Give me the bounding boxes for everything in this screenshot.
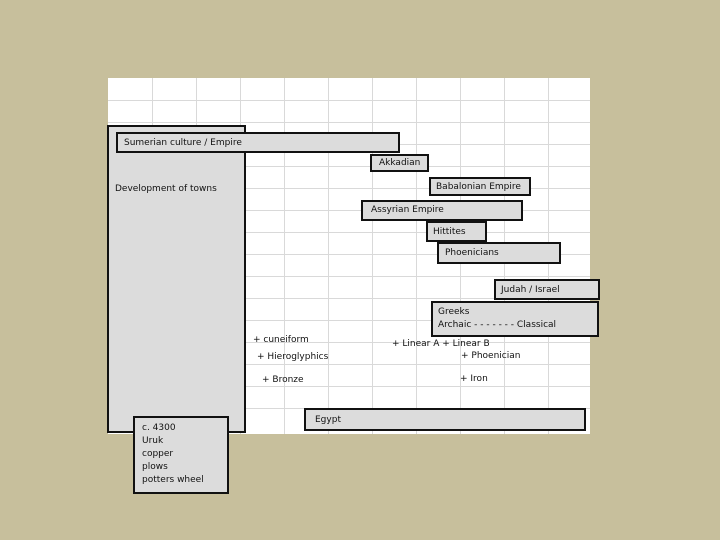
uruk-line: potters wheel xyxy=(142,475,204,485)
akkadian-label: Akkadian xyxy=(379,158,421,168)
uruk-note-box xyxy=(133,416,229,494)
assyrian-bar xyxy=(361,200,523,221)
uruk-line: copper xyxy=(142,449,174,459)
egypt-bar xyxy=(304,408,586,431)
akkadian-bar xyxy=(370,154,429,172)
towns-label: Development of towns xyxy=(115,184,217,194)
uruk-line: Uruk xyxy=(142,436,164,446)
judah-israel-label: Judah / Israel xyxy=(501,285,560,295)
greeks-label: Greeks xyxy=(438,307,470,317)
bronze-note: + Bronze xyxy=(262,375,304,385)
sumerian-label: Sumerian culture / Empire xyxy=(124,138,242,148)
greeks-periods-label: Archaic - - - - - - - Classical xyxy=(438,320,557,330)
uruk-line: c. 4300 xyxy=(142,423,176,433)
iron-note: + Iron xyxy=(460,374,488,384)
hittites-bar xyxy=(426,221,487,242)
egypt-label: Egypt xyxy=(315,415,341,425)
phoenicians-bar xyxy=(437,242,561,264)
phoenicians-label: Phoenicians xyxy=(445,248,499,258)
greeks-bar xyxy=(431,301,599,337)
judah-israel-bar xyxy=(494,279,600,300)
hieroglyphics-note: + Hieroglyphics xyxy=(257,352,329,362)
sumerian-bar xyxy=(116,132,400,153)
assyrian-label: Assyrian Empire xyxy=(371,205,444,215)
babylonian-bar xyxy=(429,177,531,196)
phoenician-note: + Phoenician xyxy=(461,351,521,361)
linear-note: + Linear A + Linear B xyxy=(392,339,490,349)
babylonian-label: Babalonian Empire xyxy=(436,182,521,192)
cuneiform-note: + cuneiform xyxy=(253,335,309,345)
uruk-line: plows xyxy=(142,462,168,472)
development-of-towns-box xyxy=(107,125,246,433)
hittites-label: Hittites xyxy=(433,227,466,237)
